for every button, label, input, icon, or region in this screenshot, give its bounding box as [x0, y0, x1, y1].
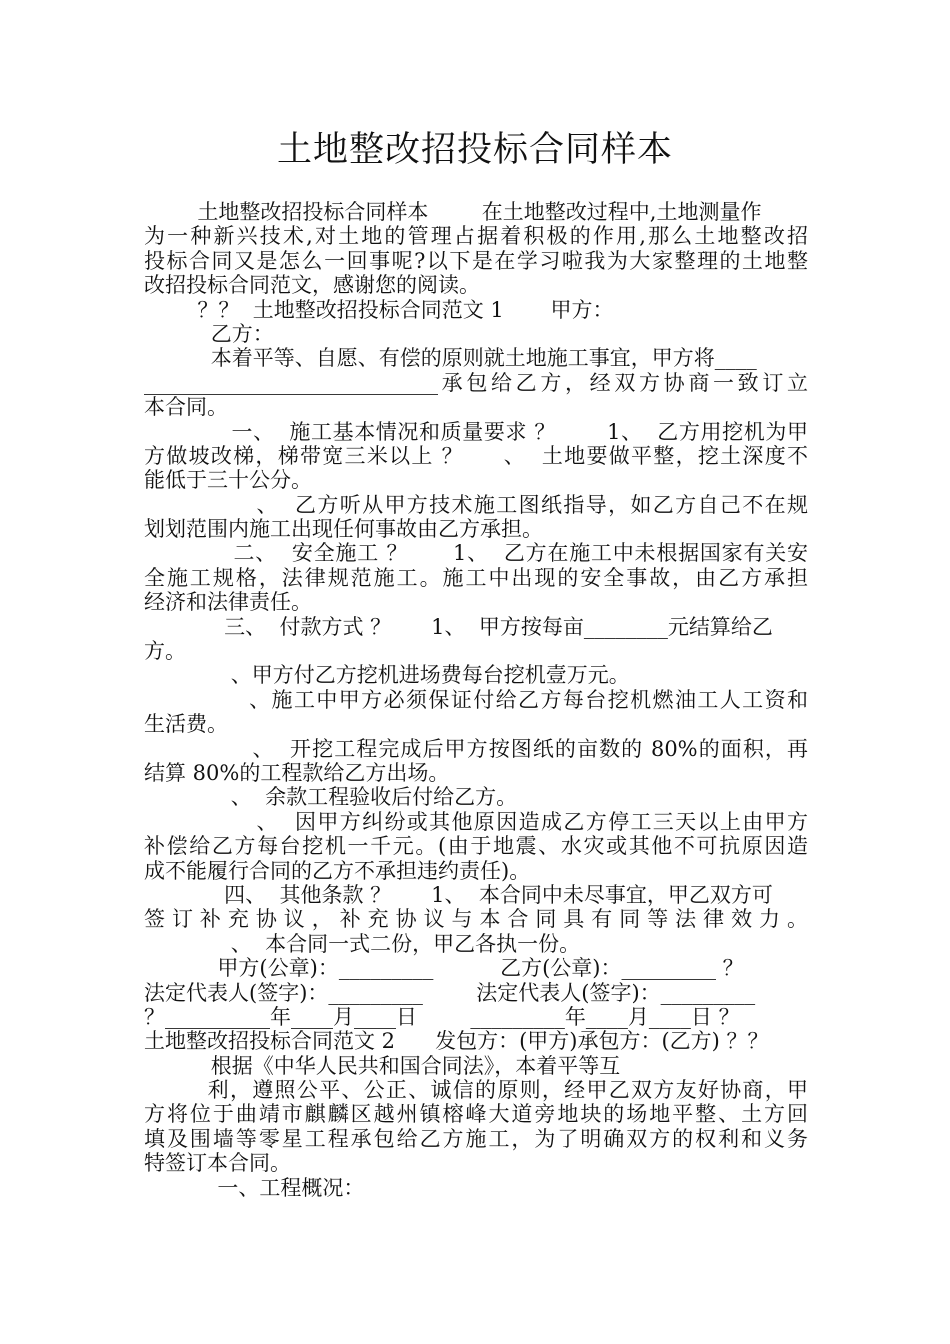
text-line: 、 因甲方纠纷或其他原因造成乙方停工三天以上由甲方	[144, 809, 808, 834]
text-line: 划划范围内施工出现任何事故由乙方承担。	[144, 517, 543, 542]
text-line: 、施工中甲方必须保证付给乙方每台挖机燃油工人工资和	[144, 687, 808, 712]
text-line: 、 余款工程验收后付给乙方。	[144, 785, 518, 810]
text-line: 方做坡改梯，梯带宽三米以上 ？ 、 土地要做平整，挖土深度不	[144, 443, 808, 468]
text-line: ____________________________承包给乙方，经双方协商一致订立	[144, 370, 808, 395]
text-line: 法定代表人(签字)：_________ 法定代表人(签字)：_________	[144, 980, 756, 1005]
document-title: 土地整改招投标合同样本	[276, 130, 673, 170]
document-body	[144, 200, 808, 1200]
text-line: 本合同。	[144, 395, 228, 420]
text-line: 、 本合同一式二份，甲乙各执一份。	[144, 931, 581, 956]
text-line: 土地整改招投标合同样本 在土地整改过程中,土地测量作	[144, 200, 762, 224]
text-line: 土地整改招投标合同范文 2 发包方：(甲方)承包方：(乙方) ？？	[144, 1029, 769, 1054]
text-line: 一、 施工基本情况和质量要求 ？ 1、 乙方用挖机为甲	[144, 419, 808, 444]
text-line: ？？ 土地整改招投标合同范文 1 甲方：	[144, 297, 614, 322]
text-line: 改招投标合同范文，感谢您的阅读。	[144, 273, 480, 298]
text-line: 结算 80%的工程款给乙方出场。	[144, 760, 450, 785]
text-line: 本着平等、自愿、有偿的原则就土地施工事宜，甲方将____	[144, 346, 757, 371]
text-line: 三、 付款方式 ？ 1、 甲方按每亩________元结算给乙	[144, 614, 773, 639]
text-line: 、 开挖工程完成后甲方按图纸的亩数的 80%的面积，再	[144, 736, 808, 761]
text-line: 生活费。	[144, 712, 228, 737]
text-line: 根据《中华人民共和国合同法》，本着平等互	[144, 1053, 621, 1078]
text-line: 能低于三十公分。	[144, 468, 312, 493]
text-line: 为一种新兴技术,对土地的管理占据着积极的作用,那么土地整改招	[144, 224, 808, 249]
text-line: 补偿给乙方每台挖机一千元。(由于地震、水灾或其他不可抗原因造	[144, 834, 808, 859]
text-line: 填及围墙等零星工程承包给乙方施工，为了明确双方的权利和义务	[144, 1126, 808, 1151]
text-line: 签订补充协议，补充协议与本合同具有同等法律效力。	[144, 907, 808, 932]
text-line: 四、 其他条款 ？ 1、 本合同中未尽事宜，甲乙双方可	[144, 882, 773, 907]
text-line: 投标合同又是怎么一回事呢?以下是在学习啦我为大家整理的土地整	[144, 248, 808, 273]
text-line: 全施工规格，法律规范施工。施工中出现的安全事故，由乙方承担	[144, 565, 808, 590]
text-line: 特签订本合同。	[144, 1151, 291, 1176]
text-line: 成不能履行合同的乙方不承担违约责任)。	[144, 858, 531, 883]
text-line: 经济和法律责任。	[144, 590, 312, 615]
text-line: 方将位于曲靖市麒麟区越州镇榕峰大道旁地块的场地平整、土方回	[144, 1102, 808, 1127]
text-line: 利，遵照公平、公正、诚信的原则，经甲乙双方友好协商，甲	[144, 1078, 808, 1103]
text-line: 方。	[144, 639, 186, 664]
text-line: 、 乙方听从甲方技术施工图纸指导，如乙方自己不在规	[144, 492, 808, 517]
text-line: 乙方：	[144, 321, 274, 346]
text-line: 甲方(公章)：_________ 乙方(公章)：_________ ？	[144, 956, 744, 981]
text-line: 一、工程概况：	[144, 1175, 365, 1200]
text-line: 、甲方付乙方挖机进场费每台挖机壹万元。	[144, 663, 630, 688]
text-line: 二、 安全施工 ？ 1、 乙方在施工中未根据国家有关安	[144, 541, 808, 566]
text-line: ？__________年____月____日 _________年____月____日 ？	[144, 1004, 740, 1029]
